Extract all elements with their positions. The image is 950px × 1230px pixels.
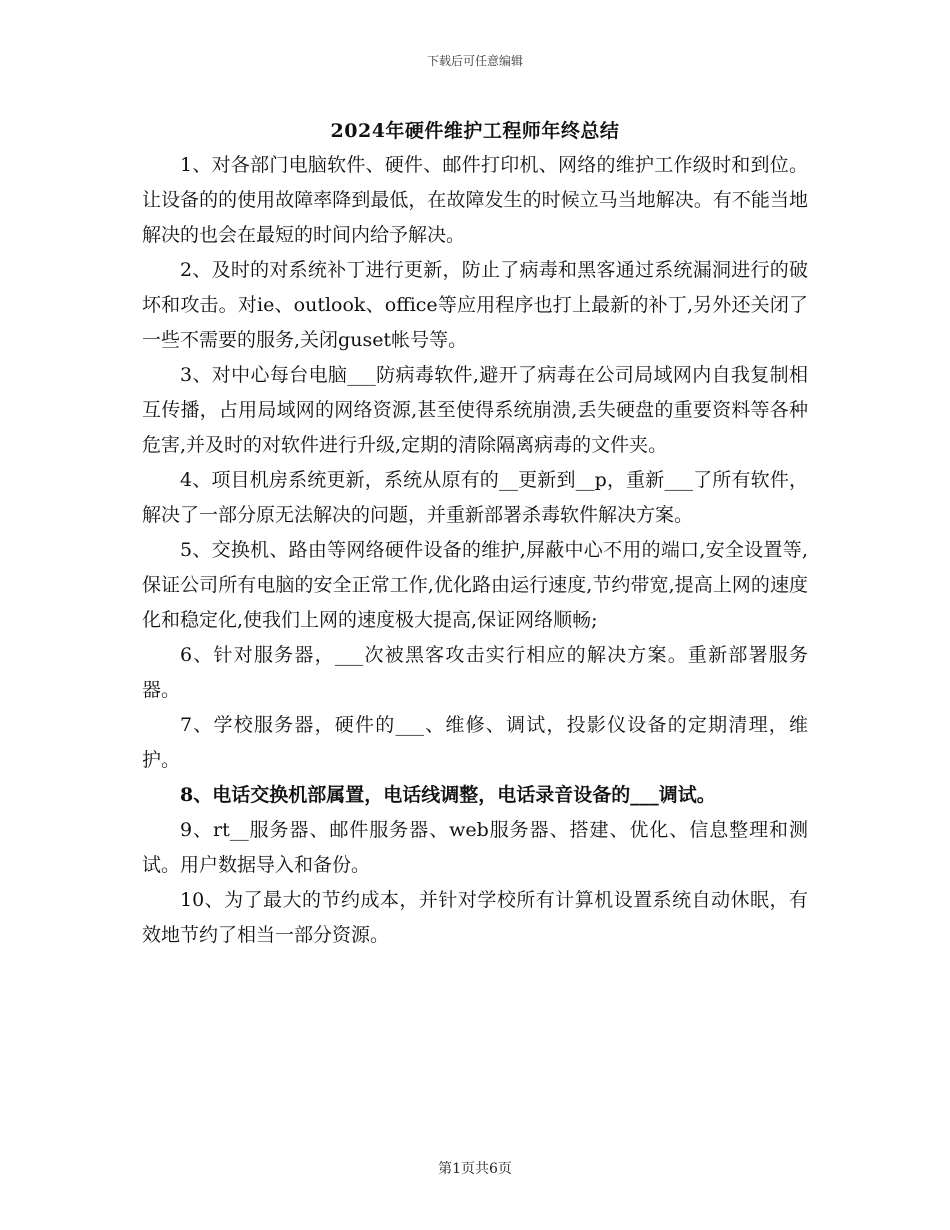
page-number: 第1页共6页 — [438, 1161, 512, 1177]
paragraph-1: 1、对各部门电脑软件、硬件、邮件打印机、网络的维护工作级时和到位。让设备的的使用故障率降到最低，在故障发生的时候立马当地解决。有不能当地解决的也会在最短的时间内给予解决。 — [142, 154, 808, 246]
document-title: 2024年硬件维护工程师年终总结 — [330, 120, 620, 142]
paragraph-6: 6、针对服务器，___次被黑客攻击实行相应的解决方案。重新部署服务器。 — [142, 644, 808, 701]
paragraph-8: 8、电话交换机部属置，电话线调整，电话录音设备的___调试。 — [180, 784, 716, 806]
paragraph-3: 3、对中心每台电脑___防病毒软件,避开了病毒在公司局域网内自我复制相互传播，占用局域网的网络资源,甚至使得系统崩溃,丢失硬盘的重要资料等各种危害,并及时的对软件进行升级,定期的清除隔离病毒的文件夹。 — [142, 364, 808, 456]
paragraph-4: 4、项目机房系统更新，系统从原有的__更新到__p，重新___了所有软件，解决了一部分原无法解决的问题，并重新部署杀毒软件解决方案。 — [142, 469, 808, 526]
paragraph-5: 5、交换机、路由等网络硬件设备的维护,屏蔽中心不用的端口,安全设置等,保证公司所有电脑的安全正常工作,优化路由运行速度,节约带宽,提高上网的速度化和稳定化,使我们上网的速度极大提高,保证网络顺畅; — [142, 539, 808, 631]
paragraph-7: 7、学校服务器，硬件的___、维修、调试，投影仪设备的定期清理，维护。 — [142, 714, 808, 771]
paragraph-2: 2、及时的对系统补丁进行更新，防止了病毒和黑客通过系统漏洞进行的破坏和攻击。对ie、outlook、office等应用程序也打上最新的补丁,另外还关闭了一些不需要的服务,关闭guset帐号等。 — [142, 259, 808, 351]
page-header-note: 下载后可任意编辑 — [426, 54, 523, 68]
document-body — [142, 148, 808, 953]
paragraph-10: 10、为了最大的节约成本，并针对学校所有计算机设置系统自动休眠，有效地节约了相当一部分资源。 — [142, 889, 808, 946]
paragraph-9: 9、rt__服务器、邮件服务器、web服务器、搭建、优化、信息整理和测试。用户数据导入和备份。 — [142, 819, 808, 876]
